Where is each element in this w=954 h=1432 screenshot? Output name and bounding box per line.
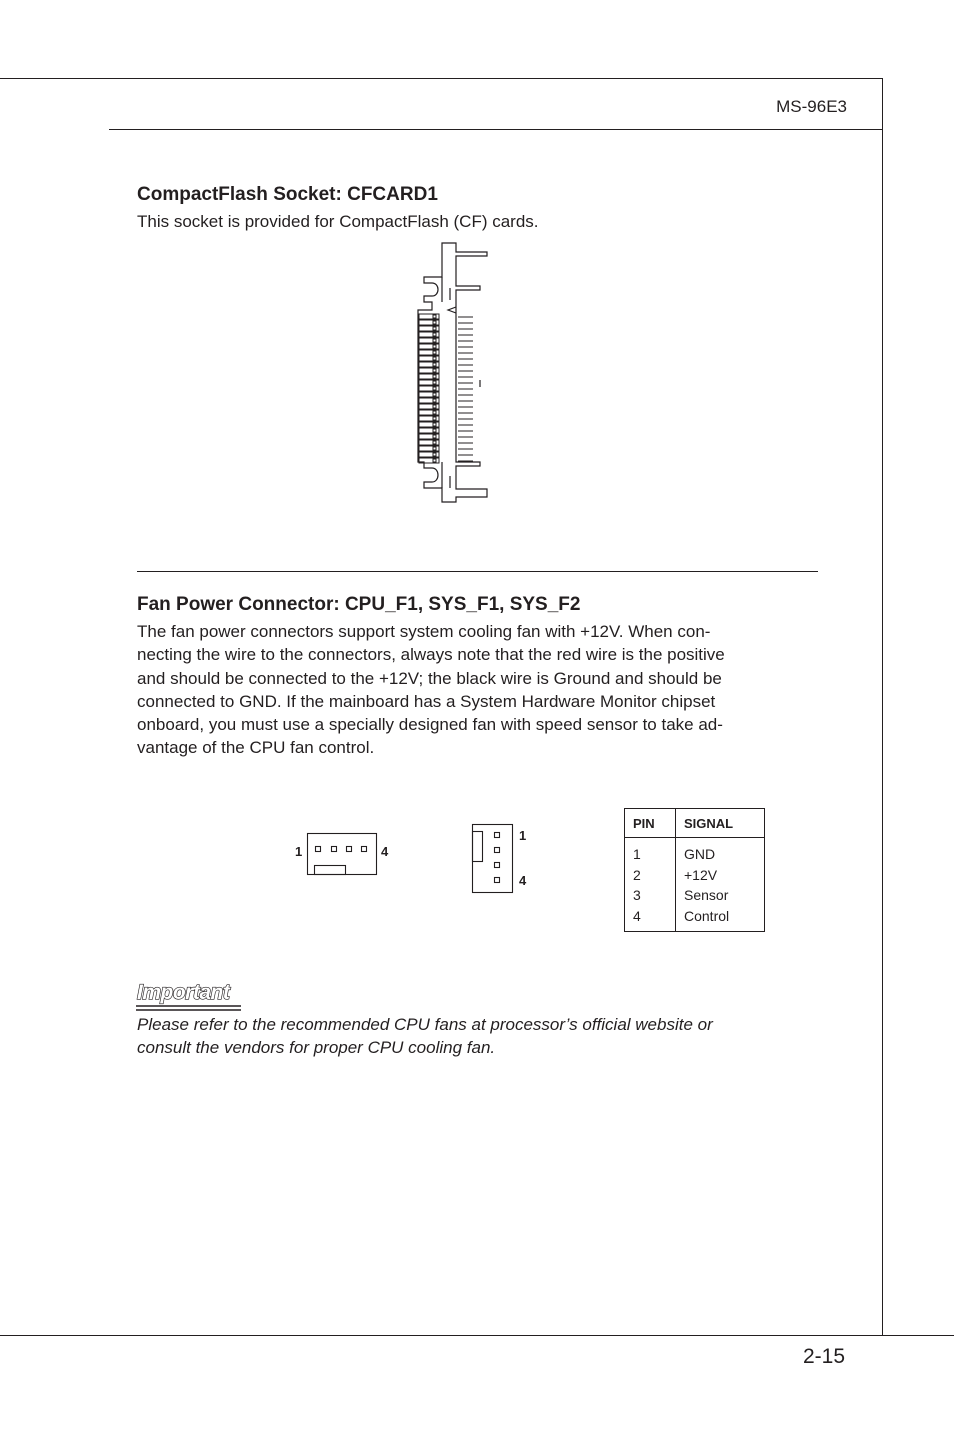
top-rule	[0, 78, 883, 79]
important-text	[137, 1013, 818, 1060]
cf-pin-contact	[433, 345, 436, 348]
cf-pin-contact	[433, 369, 436, 372]
pin-label-right: 4	[381, 844, 389, 859]
footer-rule	[0, 1335, 954, 1336]
pin-number: 2	[633, 866, 641, 883]
signal-column	[676, 838, 765, 932]
cf-pin-contact	[433, 423, 436, 426]
cf-pin-contact	[433, 375, 436, 378]
header-rule	[109, 129, 883, 130]
important-line: Please refer to the recommended CPU fans at processor’s official website or	[137, 1015, 713, 1034]
cf-pin-contact	[433, 393, 436, 396]
cf-pin-contact	[433, 315, 436, 318]
fan-section-paragraph	[137, 620, 818, 760]
paragraph-line: connected to GND. If the mainboard has a System Hardware Monitor chipset	[137, 691, 716, 711]
pin-number: 1	[633, 846, 641, 862]
fan-section-title: Fan Power Connector: CPU_F1, SYS_F1, SYS_F2	[137, 594, 581, 615]
table-row	[625, 838, 765, 932]
cf-pin-contact	[433, 351, 436, 354]
cf-pin-contact	[433, 381, 436, 384]
cf-pin-contact	[433, 453, 436, 456]
cf-pin-contact	[433, 387, 436, 390]
paragraph-line: The fan power connectors support system cooling fan with +12V. When con-	[137, 622, 711, 641]
cf-pin-contact	[433, 399, 436, 402]
fan-connector-horizontal	[292, 824, 402, 880]
cf-pin-contact	[433, 357, 436, 360]
cf-pin-contact	[433, 363, 436, 366]
cf-pin-contact	[433, 435, 436, 438]
signal-name: GND	[684, 846, 716, 862]
paragraph-line: onboard, you must use a specially designed fan with speed sensor to take ad-	[137, 715, 723, 735]
signal-name: Control	[684, 908, 730, 925]
pin-number: 3	[633, 887, 641, 904]
model-name: MS-96E3	[776, 97, 847, 116]
cf-pin-contact	[433, 447, 436, 450]
table-header-pin: PIN	[625, 809, 676, 838]
signal-name: Sensor	[684, 887, 729, 904]
paragraph-line: necting the wire to the connectors, always note that the red wire is the positive	[137, 645, 725, 665]
cf-section-title: CompactFlash Socket: CFCARD1	[137, 184, 438, 205]
cf-section-description: This socket is provided for CompactFlash (CF) cards.	[137, 212, 539, 231]
table-header-signal: SIGNAL	[676, 809, 765, 838]
cf-pin-contact	[433, 333, 436, 336]
fan-connector-vertical	[466, 822, 536, 896]
pin-label-bottom: 4	[519, 873, 527, 888]
cf-pin-contact	[433, 411, 436, 414]
cf-pin-contact	[433, 327, 436, 330]
right-border	[882, 78, 883, 1336]
pin-signal-table	[624, 808, 765, 932]
cf-socket-diagram	[410, 240, 500, 515]
cf-pin-contact	[433, 441, 436, 444]
cf-pin-contact	[433, 459, 436, 462]
cf-pin-contact	[433, 429, 436, 432]
section-divider	[137, 571, 818, 572]
cf-pin-contact	[433, 321, 436, 324]
cf-pin-contact	[433, 339, 436, 342]
table-header-row	[625, 809, 765, 838]
pin-number: 4	[633, 908, 641, 925]
important-line: consult the vendors for proper CPU cooling fan.	[137, 1038, 496, 1058]
pin-label-top: 1	[519, 828, 527, 843]
cf-pin-contact	[433, 405, 436, 408]
important-label: Important	[137, 981, 230, 1004]
pin-column	[625, 838, 676, 932]
signal-name: +12V	[684, 866, 718, 883]
page-number: 2-15	[802, 1345, 845, 1368]
paragraph-line: and should be connected to the +12V; the black wire is Ground and should be	[137, 668, 722, 688]
paragraph-line: vantage of the CPU fan control.	[137, 738, 375, 758]
pin-label-left: 1	[295, 844, 303, 859]
cf-pin-contact	[433, 417, 436, 420]
